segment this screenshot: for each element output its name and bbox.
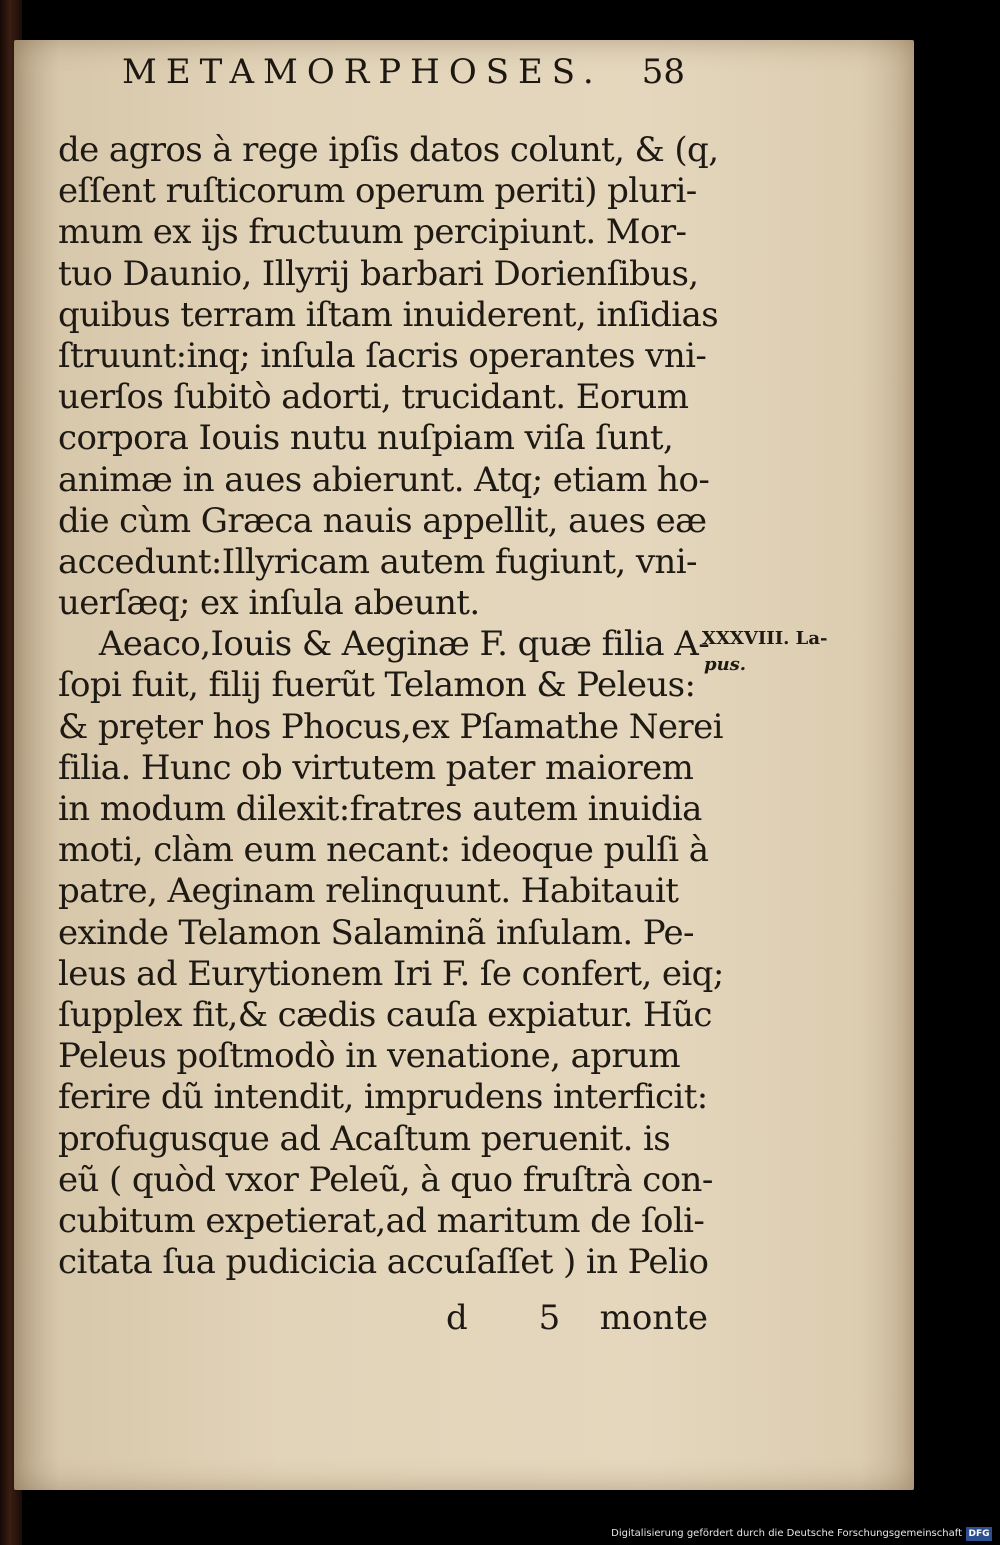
running-title: METAMORPHOSES.	[122, 52, 603, 92]
digitization-credit: Digitalisierung gefördert durch die Deutsche Forschungsgemeinschaft	[611, 1528, 962, 1539]
text-line: ſupplex fit,& cædis cauſa expiatur. Hũc	[58, 994, 712, 1035]
text-line: exinde Telamon Salaminã inſulam. Pe-	[58, 912, 694, 953]
text-line: uerſæq; ex inſula abeunt.	[58, 583, 480, 624]
dfg-logo: DFG	[966, 1527, 992, 1541]
text-line: animæ in aues abierunt. Atq; etiam ho-	[58, 459, 710, 500]
text-line: moti, clàm eum necant: ideoque pulſi à	[58, 830, 709, 871]
text-line: de agros à rege ipſis datos colunt, & (q,	[58, 130, 719, 170]
marginal-note-line: XXXVIII. La-	[702, 628, 828, 649]
marginal-note	[702, 626, 862, 678]
page-footer-marks	[58, 1296, 708, 1340]
text-line: ſopi fuit, filij fuerũt Telamon & Peleus:	[58, 665, 696, 706]
text-line: in modum dilexit:fratres autem inuidia	[58, 789, 702, 829]
text-line: ferire dũ intendit, imprudens interficit:	[58, 1077, 708, 1118]
text-line: corpora Iouis nutu nuſpiam viſa ſunt,	[58, 418, 674, 459]
text-line: & prȩter hos Phocus,ex Pſamathe Nerei	[58, 706, 723, 747]
body-text	[58, 130, 724, 1283]
text-line: cubitum expetierat,ad maritum de ſoli-	[58, 1200, 705, 1241]
text-line: eũ ( quòd vxor Peleũ, à quo fruſtrà con-	[58, 1159, 713, 1200]
page-number: 58	[641, 52, 685, 92]
text-line: Aeaco,Iouis & Aeginæ F. quæ filia A-	[58, 624, 710, 665]
signature-mark: d 5	[446, 1298, 591, 1338]
text-line: patre, Aeginam relinquunt. Habitauit	[58, 871, 679, 912]
text-line: citata ſua pudicicia accuſaſſet ) in Pelio	[58, 1242, 709, 1283]
text-line: ſtruunt:inq; inſula ſacris operantes vni-	[58, 335, 707, 376]
catchword: monte	[599, 1298, 708, 1338]
text-line: tuo Daunio, Illyrij barbari Dorienſibus,	[58, 253, 699, 294]
text-line: quibus terram iſtam inuiderent, inſidias	[58, 294, 719, 335]
text-line: accedunt:Illyricam autem fugiunt, vni-	[58, 541, 697, 582]
text-line: die cùm Græca nauis appellit, aues eæ	[58, 500, 707, 541]
text-line: filia. Hunc ob virtutem pater maiorem	[58, 747, 694, 788]
text-line: eſſent ruſticorum operum periti) pluri-	[58, 171, 697, 212]
text-line: leus ad Eurytionem Iri F. ſe confert, eiq;	[58, 953, 724, 994]
text-line: mum ex ijs fructuum percipiunt. Mor-	[58, 212, 687, 253]
marginal-note-line: pus.	[704, 654, 747, 675]
text-line: Peleus poſtmodò in venatione, aprum	[58, 1036, 680, 1077]
text-line: profugusque ad Acaſtum peruenit. is	[58, 1118, 671, 1159]
page-header	[122, 52, 685, 92]
text-line: uerſos ſubitò adorti, trucidant. Eorum	[58, 377, 689, 418]
